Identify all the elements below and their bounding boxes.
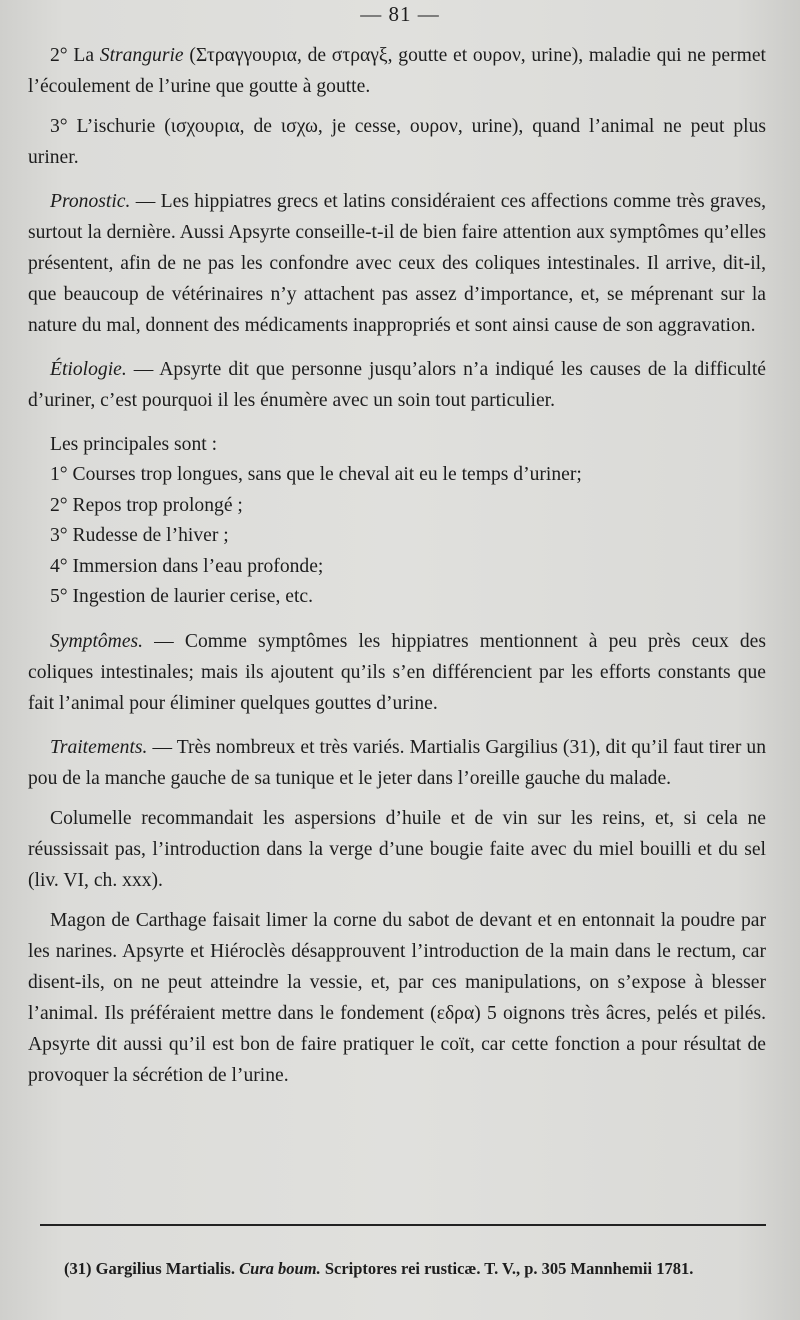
causes-intro: Les principales sont : bbox=[50, 434, 218, 455]
causes-list bbox=[28, 460, 766, 613]
list-item: 2° Repos trop prolongé ; bbox=[50, 494, 243, 516]
paragraph-strangurie bbox=[28, 40, 766, 102]
paragraph-text: — Les hippiatres grecs et latins considéraient ces affections comme très graves, surtout la dernière. Aussi Apsyrte conseille-t-il de bien faire attention aux symptômes qu’elles présentent, afin de ne pas les confondre avec ceux des coliques intestinales. Il arrive, dit-il, que beaucoup de vétérinaires n’y attachent pas assez d’importance, et, se méprenant sur la nature du mal, donnent des médicaments inappropriés et sont ainsi cause de son aggravation. bbox=[28, 191, 766, 336]
list-number: 2° La bbox=[50, 45, 100, 66]
term-strangurie: Strangurie bbox=[99, 45, 184, 66]
footnote bbox=[42, 1254, 766, 1283]
section-heading-pronostic: Pronostic. bbox=[50, 191, 131, 212]
section-heading-symptomes: Symptômes. bbox=[50, 630, 144, 652]
list-item: 1° Courses trop longues, sans que le cheval ait eu le temps d’uriner; bbox=[50, 464, 582, 485]
body-text bbox=[28, 40, 766, 1091]
footnote-ref: (31) Gargilius Martialis. bbox=[64, 1259, 240, 1278]
list-item: 4° Immersion dans l’eau profonde; bbox=[50, 555, 324, 577]
section-heading-etiologie: Étiologie. bbox=[50, 359, 127, 380]
paragraph-traitements bbox=[28, 732, 766, 794]
footnote-text: Scriptores rei rusticæ. T. V., p. 305 Mannhemii 1781. bbox=[320, 1259, 694, 1278]
list-item: 3° Rudesse de l’hiver ; bbox=[50, 525, 229, 546]
paragraph-pronostic bbox=[28, 186, 766, 341]
paragraph-text: — Comme symptômes les hippiatres mentionnent à peu près ceux des coliques intestinales; mais ils ajoutent qu’ils s’en différencient par les efforts constants que fait l’animal pour éliminer quelques gouttes d’urine. bbox=[28, 630, 766, 714]
paragraph-columelle: Columelle recommandait les aspersions d’huile et de vin sur les reins, et, si cela ne réussissait pas, l’introduction dans la verge d’une bougie faite avec du miel bouilli et du sel (liv. VI, ch. xxx). bbox=[28, 807, 766, 891]
paragraph-etiologie bbox=[28, 354, 766, 416]
paragraph-text: (Στραγγουρια, de στραγξ, goutte et ουρον, urine), maladie qui ne permet l’écoulement de l’urine que goutte à goutte. bbox=[28, 45, 766, 97]
paragraph-magon: Magon de Carthage faisait limer la corne du sabot de devant et en entonnait la poudre par les narines. Apsyrte et Hiéroclès désapprouvent l’introduction de la main dans le rectum, car disent-ils, on ne peut atteindre la vessie, et, par ces manipulations, on s’expose à blesser l’animal. Ils préféraient mettre dans le fondement (εδρα) 5 oignons très âcres, pelés et pilés. Apsyrte dit aussi qu’il est bon de faire pratiquer le coït, car cette fonction a pour résultat de provoquer la sécrétion de l’urine. bbox=[28, 909, 766, 1086]
footnote-separator bbox=[40, 1224, 766, 1226]
section-heading-traitements: Traitements. bbox=[50, 736, 148, 758]
paragraph-ischurie: 3° L’ischurie (ισχουρια, de ισχω, je cesse, ουρον, urine), quand l’animal ne peut plus uriner. bbox=[28, 116, 766, 168]
page-number: — 81 — bbox=[360, 2, 440, 26]
list-item: 5° Ingestion de laurier cerise, etc. bbox=[50, 586, 313, 607]
paragraph-symptomes bbox=[28, 626, 766, 719]
footnote-title: Cura boum. bbox=[239, 1259, 321, 1278]
paragraph-text: — Très nombreux et très variés. Martialis Gargilius (31), dit qu’il faut tirer un pou de la manche gauche de sa tunique et le jeter dans l’oreille gauche du malade. bbox=[28, 736, 766, 789]
paragraph-text: — Apsyrte dit que personne jusqu’alors n’a indiqué les causes de la difficulté d’uriner, c’est pourquoi il les énumère avec un soin tout particulier. bbox=[28, 359, 766, 411]
